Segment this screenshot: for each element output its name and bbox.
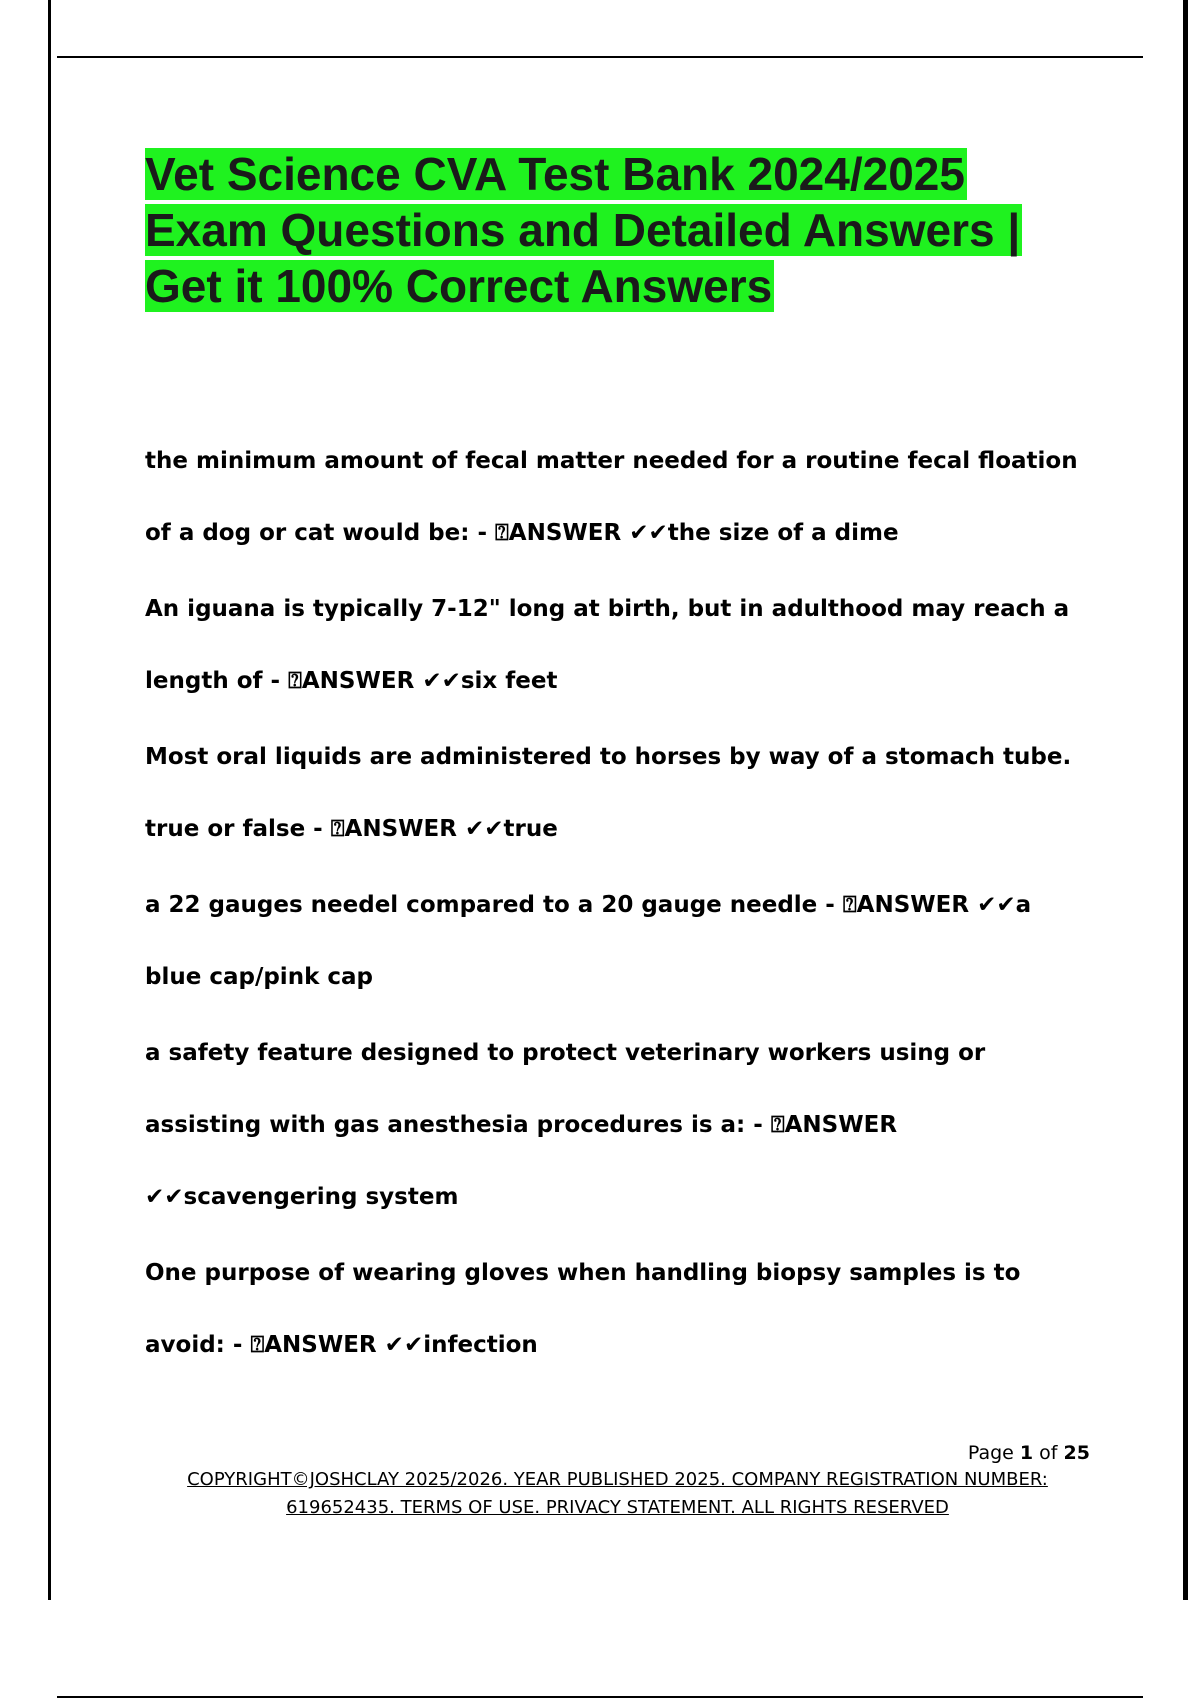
double-check-icon: ✔✔ bbox=[977, 892, 1016, 918]
answer-text: infection bbox=[423, 1332, 538, 1358]
page-footer bbox=[145, 1440, 1090, 1522]
page-number bbox=[145, 1440, 1090, 1466]
answer-text: a blue cap/pink cap bbox=[145, 892, 1032, 990]
top-rule bbox=[57, 56, 1143, 58]
bottom-rule bbox=[57, 1696, 1143, 1698]
double-check-icon: ✔✔ bbox=[384, 1332, 424, 1358]
qa-item bbox=[145, 425, 1095, 569]
page-border-right bbox=[1183, 0, 1188, 1600]
double-check-icon: ✔✔ bbox=[145, 1184, 184, 1210]
separator: - bbox=[745, 1112, 771, 1138]
qa-list bbox=[145, 425, 1095, 1385]
separator: - bbox=[262, 668, 289, 694]
page-current: 1 bbox=[1019, 1442, 1034, 1464]
answer-text: the size of a dime bbox=[667, 520, 899, 546]
page-label: Page bbox=[967, 1442, 1014, 1464]
answer-label: ⍰ANSWER bbox=[842, 892, 970, 918]
separator: - bbox=[817, 892, 843, 918]
question-text: An iguana is typically 7-12" long at birth, but in adulthood may reach a length of bbox=[145, 596, 1070, 694]
answer-label: ⍰ANSWER bbox=[495, 520, 622, 546]
question-text: a 22 gauges needel compared to a 20 gauge needle bbox=[145, 892, 818, 918]
answer-text: scavengering system bbox=[183, 1184, 459, 1210]
document-title bbox=[145, 146, 1085, 314]
double-check-icon: ✔✔ bbox=[629, 520, 668, 546]
qa-item bbox=[145, 1017, 1095, 1233]
qa-item bbox=[145, 573, 1095, 717]
qa-item bbox=[145, 869, 1095, 1013]
answer-text: six feet bbox=[460, 668, 558, 694]
answer-text: true bbox=[503, 816, 558, 842]
separator: - bbox=[224, 1332, 251, 1358]
double-check-icon: ✔✔ bbox=[422, 668, 461, 694]
page-of: of bbox=[1039, 1442, 1058, 1464]
answer-label: ⍰ANSWER bbox=[330, 816, 457, 842]
question-text: Most oral liquids are administered to horses by way of a stomach tube. true or false bbox=[145, 744, 1072, 842]
question-text: One purpose of wearing gloves when handling biopsy samples is to avoid: bbox=[145, 1260, 1021, 1358]
qa-item bbox=[145, 1237, 1095, 1381]
double-check-icon: ✔✔ bbox=[464, 816, 504, 842]
page-total: 25 bbox=[1063, 1442, 1090, 1464]
answer-label: ⍰ANSWER bbox=[288, 668, 415, 694]
document-title-text: Vet Science CVA Test Bank 2024/2025 Exam Questions and Detailed Answers | Get it 100% Correct Answers bbox=[145, 148, 1021, 312]
qa-item bbox=[145, 721, 1095, 865]
separator: - bbox=[469, 520, 495, 546]
separator: - bbox=[305, 816, 331, 842]
answer-label: ⍰ANSWER bbox=[770, 1112, 898, 1138]
question-text: a safety feature designed to protect veterinary workers using or assisting with gas anesthesia procedures is a: bbox=[145, 1040, 986, 1138]
page-border-left bbox=[48, 0, 51, 1600]
question-text: the minimum amount of fecal matter needed for a routine fecal floation of a dog or cat would be: bbox=[145, 448, 1078, 546]
copyright-notice[interactable]: COPYRIGHT©JOSHCLAY 2025/2026. YEAR PUBLISHED 2025. COMPANY REGISTRATION NUMBER: 619652435. TERMS OF USE. PRIVACY STATEMENT. ALL RIGHTS RESERVED bbox=[187, 1469, 1048, 1518]
answer-label: ⍰ANSWER bbox=[250, 1332, 377, 1358]
